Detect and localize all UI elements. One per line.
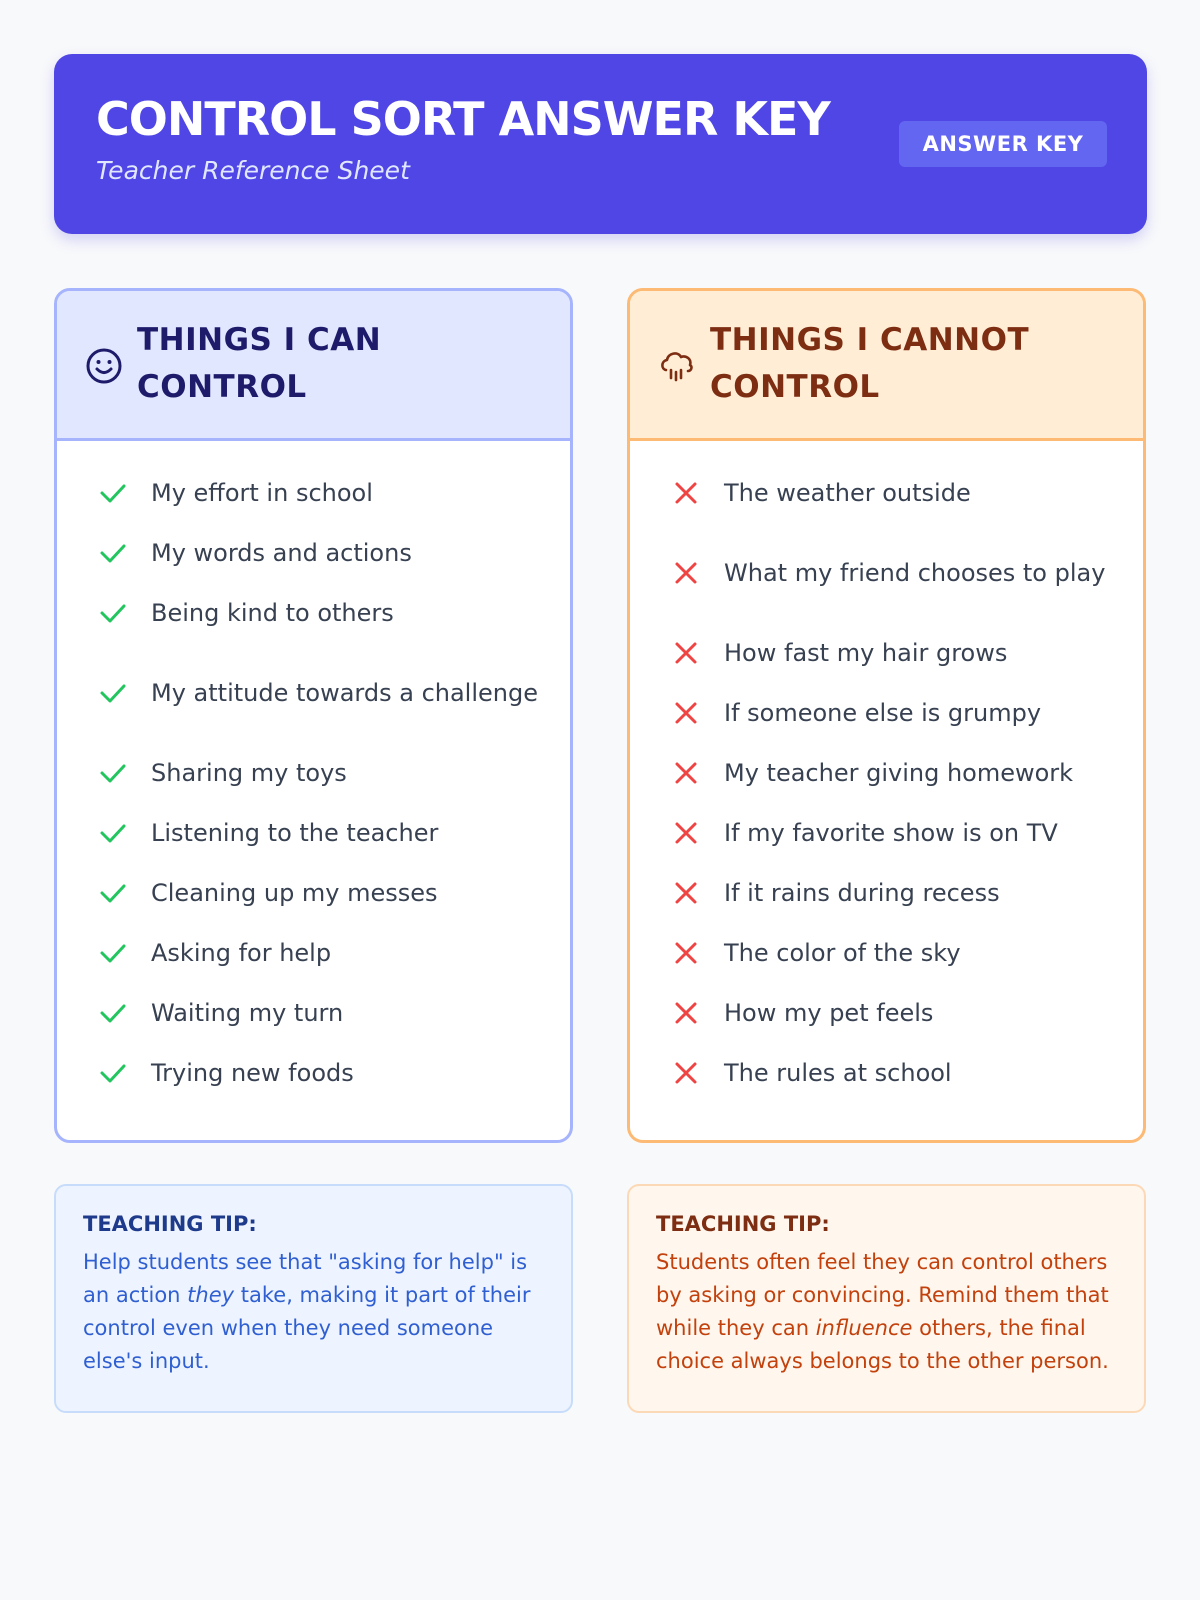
list-item [57,983,570,1043]
checkmark-icon [97,817,129,849]
page-header [54,54,1147,234]
cannot-control-title: THINGS I CANNOT CONTROL [710,322,1030,405]
list-item-label: My effort in school [151,479,373,507]
can-control-header [57,291,570,441]
can-control-card [54,288,573,1143]
cross-icon [670,1057,702,1089]
list-item-label: If it rains during recess [724,879,1000,907]
cross-icon [670,637,702,669]
list-item-label: The rules at school [724,1059,952,1087]
list-item [630,463,1143,523]
list-item [57,923,570,983]
checkmark-icon [97,477,129,509]
can-control-title: THINGS I CAN CONTROL [137,322,382,405]
checkmark-icon [97,937,129,969]
list-item [630,1043,1143,1103]
tip-text: others, the final choice always belongs to the other person. [656,1316,1109,1373]
list-item-label: If someone else is grumpy [724,699,1042,727]
list-item-label: Waiting my turn [151,999,344,1027]
list-item [57,743,570,803]
checkmark-icon [97,677,129,709]
list-item-label: The color of the sky [724,939,961,967]
tip-emphasis: influence [815,1316,913,1340]
tip-title: TEACHING TIP: [83,1212,257,1236]
list-item-label: Cleaning up my messes [151,879,438,907]
checkmark-icon [97,537,129,569]
list-item-label: Being kind to others [151,599,394,627]
list-item [57,1043,570,1103]
list-item [57,463,570,523]
smiley-face-icon [84,346,124,386]
list-item-label: How my pet feels [724,999,934,1027]
list-item [57,643,570,743]
teaching-tip-can [54,1184,573,1413]
list-item [630,523,1143,623]
list-item-label: Trying new foods [151,1059,354,1087]
cross-icon [670,757,702,789]
checkmark-icon [97,877,129,909]
list-item-label: The weather outside [724,479,971,507]
list-item [630,863,1143,923]
list-item [57,523,570,583]
list-item-label: My attitude towards a challenge [151,679,538,707]
list-item [630,623,1143,683]
cross-icon [670,817,702,849]
checkmark-icon [97,997,129,1029]
tip-body [656,1246,1118,1378]
cannot-control-header [630,291,1143,441]
cross-icon [670,997,702,1029]
list-item-label: Sharing my toys [151,759,347,787]
list-item [57,863,570,923]
teaching-tip-cannot [627,1184,1146,1413]
can-control-list [57,441,570,1103]
page-subtitle: Teacher Reference Sheet [96,156,410,185]
checkmark-icon [97,757,129,789]
list-item [630,743,1143,803]
list-item-label: What my friend chooses to play [724,559,1106,587]
tip-title: TEACHING TIP: [656,1212,830,1236]
cross-icon [670,557,702,589]
answer-key-badge: ANSWER KEY [899,121,1107,167]
list-item-label: My words and actions [151,539,412,567]
list-item [630,683,1143,743]
list-item [630,803,1143,863]
tip-text: Help students see that "asking for help" is an action [83,1250,528,1307]
cross-icon [670,877,702,909]
list-item [57,583,570,643]
tip-text: take, making it part of their control even when they need someone else's input. [83,1283,531,1373]
page-title: CONTROL SORT ANSWER KEY [96,92,830,146]
cross-icon [670,937,702,969]
tip-text: Students often feel they can control others by asking or convincing. Remind them that while they can [656,1250,1109,1340]
list-item [630,923,1143,983]
tip-body [83,1246,545,1378]
list-item-label: My teacher giving homework [724,759,1074,787]
list-item-label: If my favorite show is on TV [724,819,1058,847]
cannot-control-card [627,288,1146,1143]
list-item-label: Asking for help [151,939,332,967]
list-item [630,983,1143,1043]
checkmark-icon [97,597,129,629]
cross-icon [670,477,702,509]
tip-emphasis: they [187,1283,235,1307]
checkmark-icon [97,1057,129,1089]
rain-cloud-icon [657,346,697,386]
cannot-control-list [630,441,1143,1103]
list-item-label: Listening to the teacher [151,819,439,847]
list-item [57,803,570,863]
cross-icon [670,697,702,729]
list-item-label: How fast my hair grows [724,639,1008,667]
